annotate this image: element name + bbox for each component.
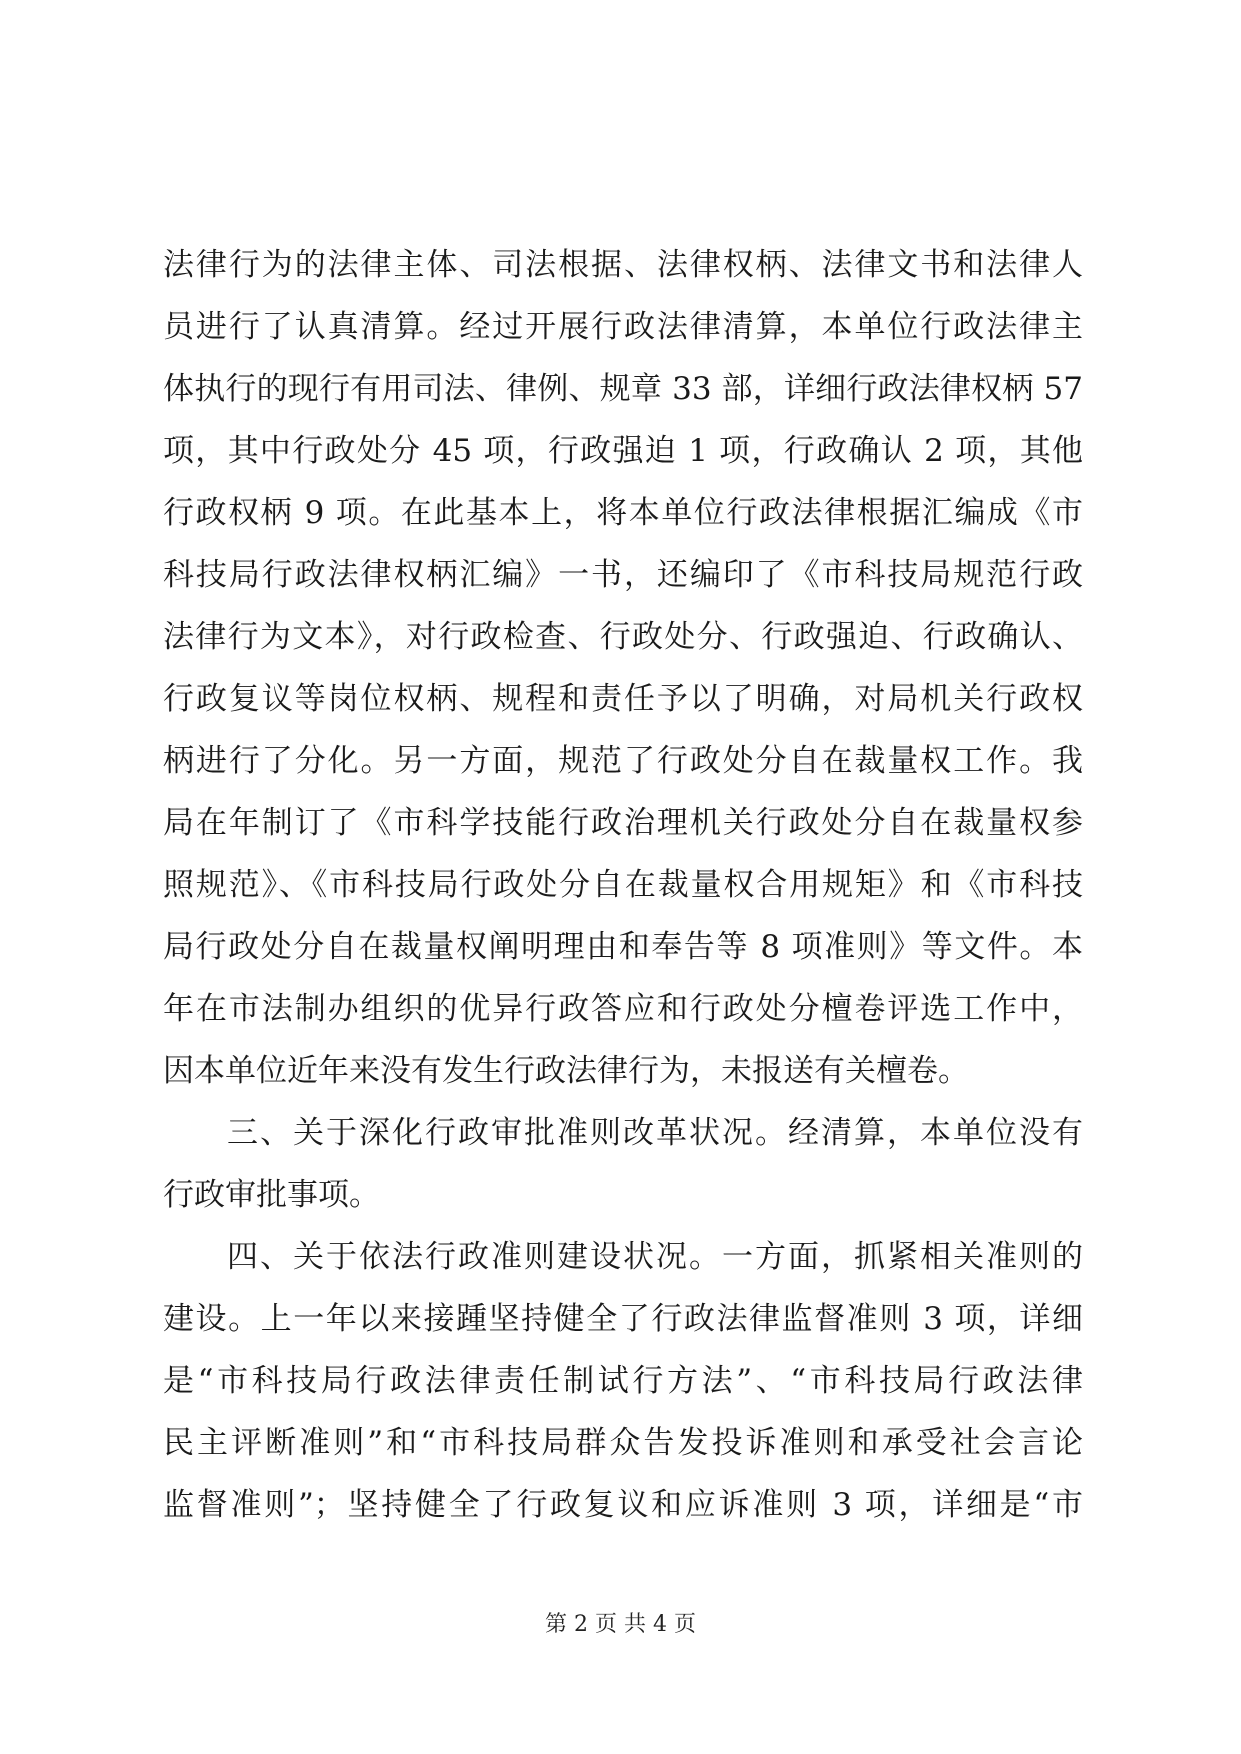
- body-line-5: 行政权柄 9 项。在此基本上，将本单位行政法律根据汇编成《市: [163, 495, 1083, 531]
- body-line-6: 科技局行政法律权柄汇编》一书，还编印了《市科技局规范行政: [163, 557, 1083, 593]
- body-line-16: 行政审批事项。: [163, 1177, 380, 1213]
- body-line-3: 体执行的现行有用司法、律例、规章 33 部，详细行政法律权柄 57: [163, 371, 1083, 407]
- body-line-18: 建设。上一年以来接踵坚持健全了行政法律监督准则 3 项，详细: [163, 1301, 1083, 1337]
- page-number-footer: 第 2 页 共 4 页: [545, 1612, 696, 1637]
- body-line-4: 项，其中行政处分 45 项，行政强迫 1 项，行政确认 2 项，其他: [163, 433, 1083, 469]
- body-line-21: 监督准则”；坚持健全了行政复议和应诉准则 3 项，详细是“市: [163, 1487, 1083, 1523]
- body-line-8: 行政复议等岗位权柄、规程和责任予以了明确，对局机关行政权: [163, 681, 1083, 717]
- body-line-11: 照规范》、《市科技局行政处分自在裁量权合用规矩》和《市科技: [163, 867, 1083, 903]
- body-line-10: 局在年制订了《市科学技能行政治理机关行政处分自在裁量权参: [163, 805, 1083, 841]
- body-line-9: 柄进行了分化。另一方面，规范了行政处分自在裁量权工作。我: [163, 743, 1083, 779]
- body-line-20: 民主评断准则”和“市科技局群众告发投诉准则和承受社会言论: [163, 1425, 1083, 1461]
- body-line-12: 局行政处分自在裁量权阐明理由和奉告等 8 项准则》等文件。本: [163, 929, 1083, 965]
- section-four-heading-line: 四、关于依法行政准则建设状况。一方面，抓紧相关准则的: [227, 1239, 1083, 1275]
- body-line-13: 年在市法制办组织的优异行政答应和行政处分檀卷评选工作中，: [163, 991, 1083, 1027]
- body-line-19: 是“市科技局行政法律责任制试行方法”、“市科技局行政法律: [163, 1363, 1083, 1399]
- body-line-1: 法律行为的法律主体、司法根据、法律权柄、法律文书和法律人: [163, 247, 1083, 283]
- document-body: [163, 234, 1083, 1536]
- body-line-2: 员进行了认真清算。经过开展行政法律清算，本单位行政法律主: [163, 309, 1083, 345]
- section-three-heading-line: 三、关于深化行政审批准则改革状况。经清算，本单位没有: [227, 1115, 1083, 1151]
- body-line-14: 因本单位近年来没有发生行政法律行为，未报送有关檀卷。: [163, 1053, 969, 1089]
- body-line-7: 法律行为文本》，对行政检查、行政处分、行政强迫、行政确认、: [163, 619, 1083, 655]
